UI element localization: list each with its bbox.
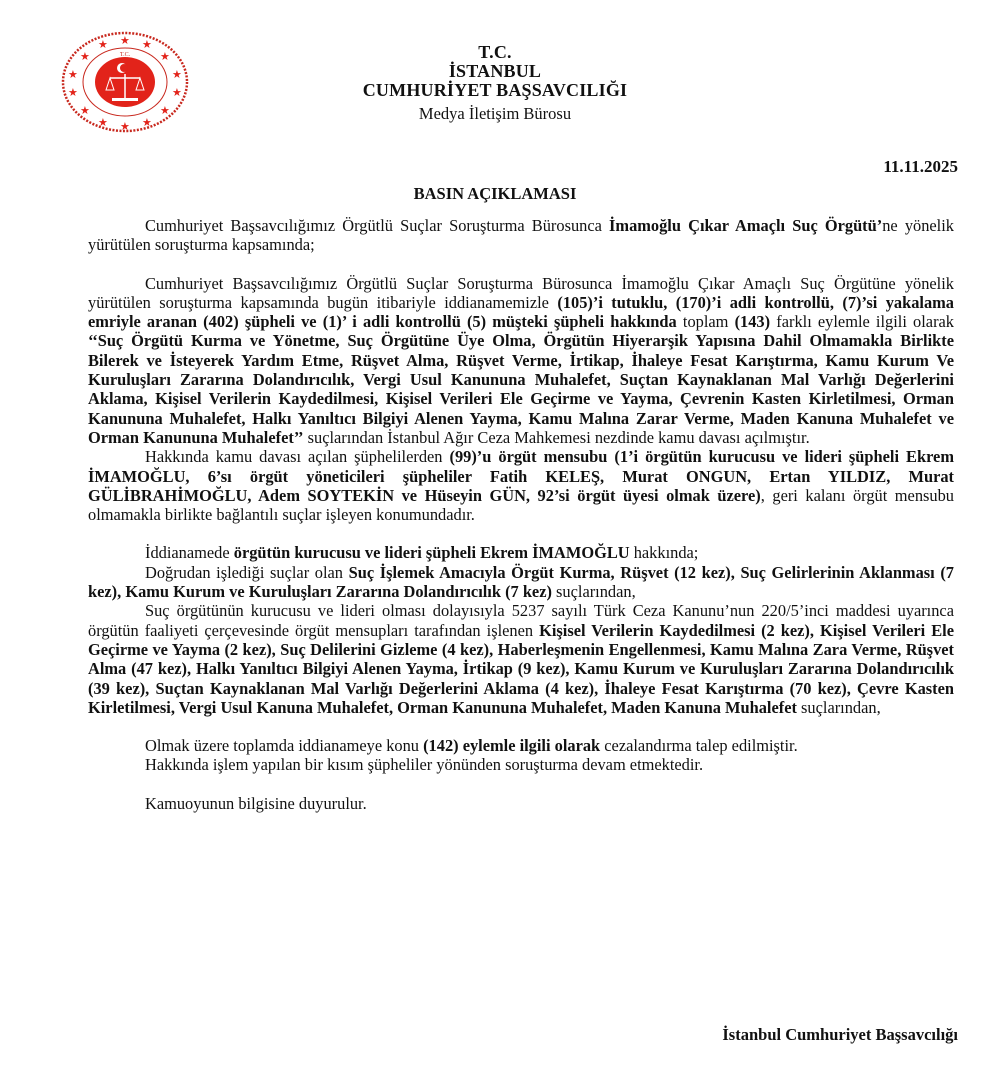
paragraph-1: Cumhuriyet Başsavcılığımız Örgütlü Suçlar Soruşturma Bürosunca İmamoğlu Çıkar Amaçlı Suç Örgütü’ne yönelik yürütülen soruşturma kapsamında; (88, 216, 954, 255)
paragraph-2: Cumhuriyet Başsavcılığımız Örgütlü Suçlar Soruşturma Bürosunca İmamoğlu Çıkar Amaçlı Suç Örgütüne yönelik yürütülen soruşturma kapsamında bugün itibariyle iddianamemizle (105)’i tutuklu, (170)’i adli kontrollü, (7)’si yakalama emriyle aranan (402) şüpheli ve (1)’ i adli kontrollü (5) müşteki şüpheli hakkında toplam (143) farklı eylemle ilgili olarak ‘‘Suç Örgütü Kurma ve Yönetme, Suç Örgütüne Üye Olma, Örgütün Hiyerarşik Yapısına Dahil Olmamakla Birlikte Bilerek ve İsteyerek Yardım Etme, Rüşvet Alma, Rüşvet Verme, İrtikap, İhaleye Fesat Karıştırma, Kamu Kurum Ve Kuruluşları Zararına Dolandırıcılık, Vergi Usul Kanununa Muhalefet, Suçtan Kaynaklanan Mal Varlığı Değerlerini Aklama, Kişisel Verilerin Kaydedilmesi, Kişisel Verileri Ele Geçirme ve Yayma, Çevrenin Kasten Kirletilmesi, Orman Kanununa Muhalefet, Halkı Yanıltıcı Bilgiyi Alenen Yayma, Kamu Malına Zarar Verme, Maden Kanuna Muhalefet ve Orman Kanununa Muhalefet’’ suçlarından İstanbul Ağır Ceza Mahkemesi nezdinde kamu davası açılmıştır. (88, 273, 955, 447)
svg-text:★: ★ (120, 121, 130, 133)
svg-text:★: ★ (98, 117, 108, 129)
svg-text:★: ★ (68, 69, 78, 81)
document-date: 11.11.2025 (883, 157, 958, 176)
header-city: İSTANBUL (448, 61, 542, 81)
svg-text:★: ★ (80, 51, 90, 63)
header-institution: CUMHURİYET BAŞSAVCILIĞI (362, 80, 628, 100)
signature: İstanbul Cumhuriyet Başsavcılığı (722, 1025, 958, 1044)
paragraph-9: Kamuoyunun bilgisine duyurulur. (145, 793, 367, 813)
paragraph-4: İddianamede örgütün kurucusu ve lideri şüpheli Ekrem İMAMOĞLU hakkında; (145, 543, 699, 563)
svg-text:★: ★ (142, 39, 152, 51)
svg-text:★: ★ (142, 117, 152, 129)
paragraph-6: Suç örgütünün kurucusu ve lideri olması dolayısıyla 5237 sayılı Türk Ceza Kanunu’nun 220/5’inci maddesi uyarınca örgütün faaliyeti çerçevesinde örgüt mensupları tarafından işlenen Kişisel Verilerin Kaydedilmesi (2 kez), Kişisel Verileri Ele Geçirme ve Yayma (2 kez), Suç Delilerini Gizleme (4 kez), Haberleşmenin Engellenmesi, Kamu Malına Zara Verme, Rüşvet Alma (47 kez), Halkı Yanıltıcı Bilgiyi Alenen Yayma, İrtikap (9 kez), Kamu Kurum ve Kuruluşları Zararına Dolandırıcılık (39 kez), Suçtan Kaynaklanan Mal Varlığı Değerlerini Aklama (4 kez), İhaleye Fesat Karıştırma (70 kez), Çevre Kasten Kirletilmesi, Vergi Usul Kanuna Muhalefet, Orman Kanununa Muhalefet, Maden Kanuna Muhalefet suçlarından, (88, 601, 954, 717)
svg-text:★: ★ (160, 51, 170, 63)
letterhead (0, 43, 990, 126)
document-title: BASIN AÇIKLAMASI (413, 184, 577, 203)
paragraph-5: Doğrudan işlediği suçlar olan Suç İşlemek Amacıyla Örgüt Kurma, Rüşvet (12 kez), Suç Gelirlerinin Aklanması (7 kez), Kamu Kurum ve Kuruluşları Zararına Dolandırıcılık (7 kez) suçlarından, (88, 562, 954, 602)
header-tc: T.C. (478, 42, 512, 62)
svg-text:★: ★ (98, 39, 108, 51)
svg-text:T.C.: T.C. (119, 52, 131, 58)
paragraph-7: Olmak üzere toplamda iddianameye konu (142) eylemle ilgili olarak cezalandırma talep edilmiştir. (145, 736, 798, 756)
svg-text:★: ★ (172, 69, 182, 81)
header-office: Medya İletişim Bürosu (418, 104, 572, 123)
paragraph-3: Hakkında kamu davası açılan şüphelilerden (99)’u örgüt mensubu (1’i örgütün kurucusu ve lideri şüpheli Ekrem İMAMOĞLU, 6’sı örgüt yöneticileri şüpheliler Fatih KELEŞ, Murat ONGUN, Ertan YILDIZ, Murat GÜLİBRAHİMOĞLU, Adem SOYTEKİN ve Hüseyin GÜN, 92’si örgüt üyesi olmak üzere), geri kalanı örgüt mensubu olmamakla birlikte bağlantılı suçlar işleyen konumundadır. (88, 447, 954, 525)
svg-text:★: ★ (172, 87, 182, 99)
paragraph-8: Hakkında işlem yapılan bir kısım şüpheliler yönünden soruşturma devam etmektedir. (145, 755, 704, 775)
svg-text:★: ★ (80, 105, 90, 117)
svg-text:★: ★ (68, 87, 78, 99)
svg-text:★: ★ (160, 105, 170, 117)
document-body (88, 216, 954, 813)
svg-text:★: ★ (120, 35, 130, 47)
